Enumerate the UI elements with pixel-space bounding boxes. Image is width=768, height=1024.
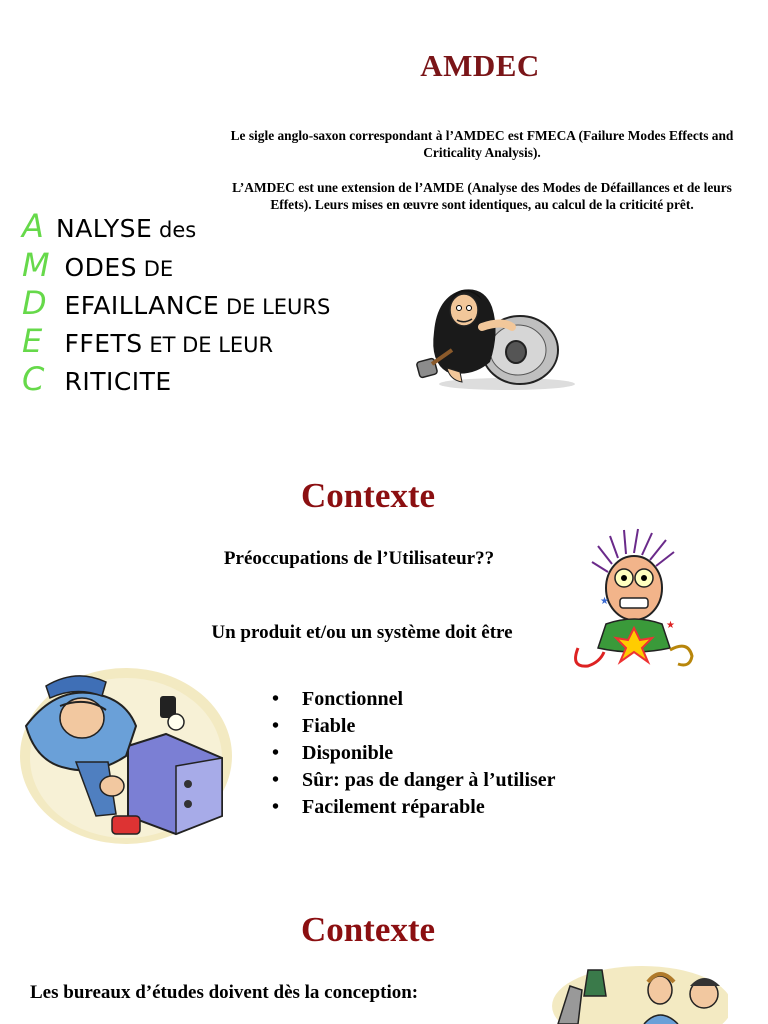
list-item-label: Fiable — [302, 715, 356, 737]
slide1-intro-paragraph-1: Le sigle anglo-saxon correspondant à l’AMDEC est FMECA (Failure Modes Effects and Criticality Analysis). — [230, 128, 734, 160]
svg-text:★: ★ — [600, 596, 609, 607]
list-item-label: Disponible — [302, 742, 394, 764]
acronym-word: FFETS — [56, 329, 143, 358]
slide1-title: AMDEC — [420, 48, 540, 83]
list-item-label: Facilement réparable — [302, 796, 485, 818]
bullet-icon: • — [272, 796, 280, 818]
acronym-suffix: ET DE LEUR — [142, 333, 274, 357]
slide2-subtitle: Préoccupations de l’Utilisateur?? — [223, 548, 495, 569]
slide2-lead: Un produit et/ou un système doit être — [211, 622, 513, 643]
bullet-icon: • — [272, 688, 280, 710]
slide1-intro-paragraph-2: L’AMDEC est une extension de l’AMDE (Analyse des Modes de Défaillances et de leurs Effets). Leurs mises en œuvre sont identiques, au calcul de la criticité prêt. — [232, 180, 732, 212]
caveman-wheel-image — [412, 272, 578, 396]
acronym-suffix: DE LEURS — [219, 295, 331, 319]
acronym-word: EFAILLANCE — [56, 291, 220, 320]
svg-text:★: ★ — [666, 620, 675, 631]
list-item-label: Fonctionnel — [302, 688, 404, 710]
technician-repair-image — [16, 666, 234, 848]
list-item — [272, 715, 556, 742]
acronym-line-e — [22, 322, 274, 360]
team-working-image — [548, 966, 728, 1024]
list-item — [272, 796, 556, 823]
list-item — [272, 769, 556, 796]
slide2-title: Contexte — [300, 476, 436, 515]
acronym-line-c — [22, 360, 172, 398]
bullet-icon: • — [272, 715, 280, 737]
list-item — [272, 688, 556, 715]
acronym-suffix: des — [152, 218, 197, 242]
acronym-line-d — [22, 284, 331, 322]
acronym-letter: C — [22, 360, 45, 398]
acronym-letter: D — [22, 284, 47, 322]
acronym-letter: M — [22, 246, 50, 284]
acronym-line-m — [22, 246, 174, 284]
acronym-letter: E — [22, 322, 43, 360]
acronym-word: NALYSE — [56, 214, 153, 243]
bullet-icon: • — [272, 769, 280, 791]
acronym-letter: A — [22, 207, 44, 245]
requirements-list — [272, 688, 556, 823]
acronym-line-a — [22, 207, 197, 245]
list-item — [272, 742, 556, 769]
electrocuted-man-image — [570, 528, 706, 680]
acronym-suffix: DE — [137, 257, 174, 281]
bullet-icon: • — [272, 742, 280, 764]
acronym-word: RITICITE — [56, 367, 172, 396]
slide3-lead: Les bureaux d’études doivent dès la conception: — [30, 982, 419, 1003]
acronym-word: ODES — [56, 253, 138, 282]
list-item-label: Sûr: pas de danger à l’utiliser — [302, 769, 556, 791]
slide3-title: Contexte — [300, 910, 436, 949]
